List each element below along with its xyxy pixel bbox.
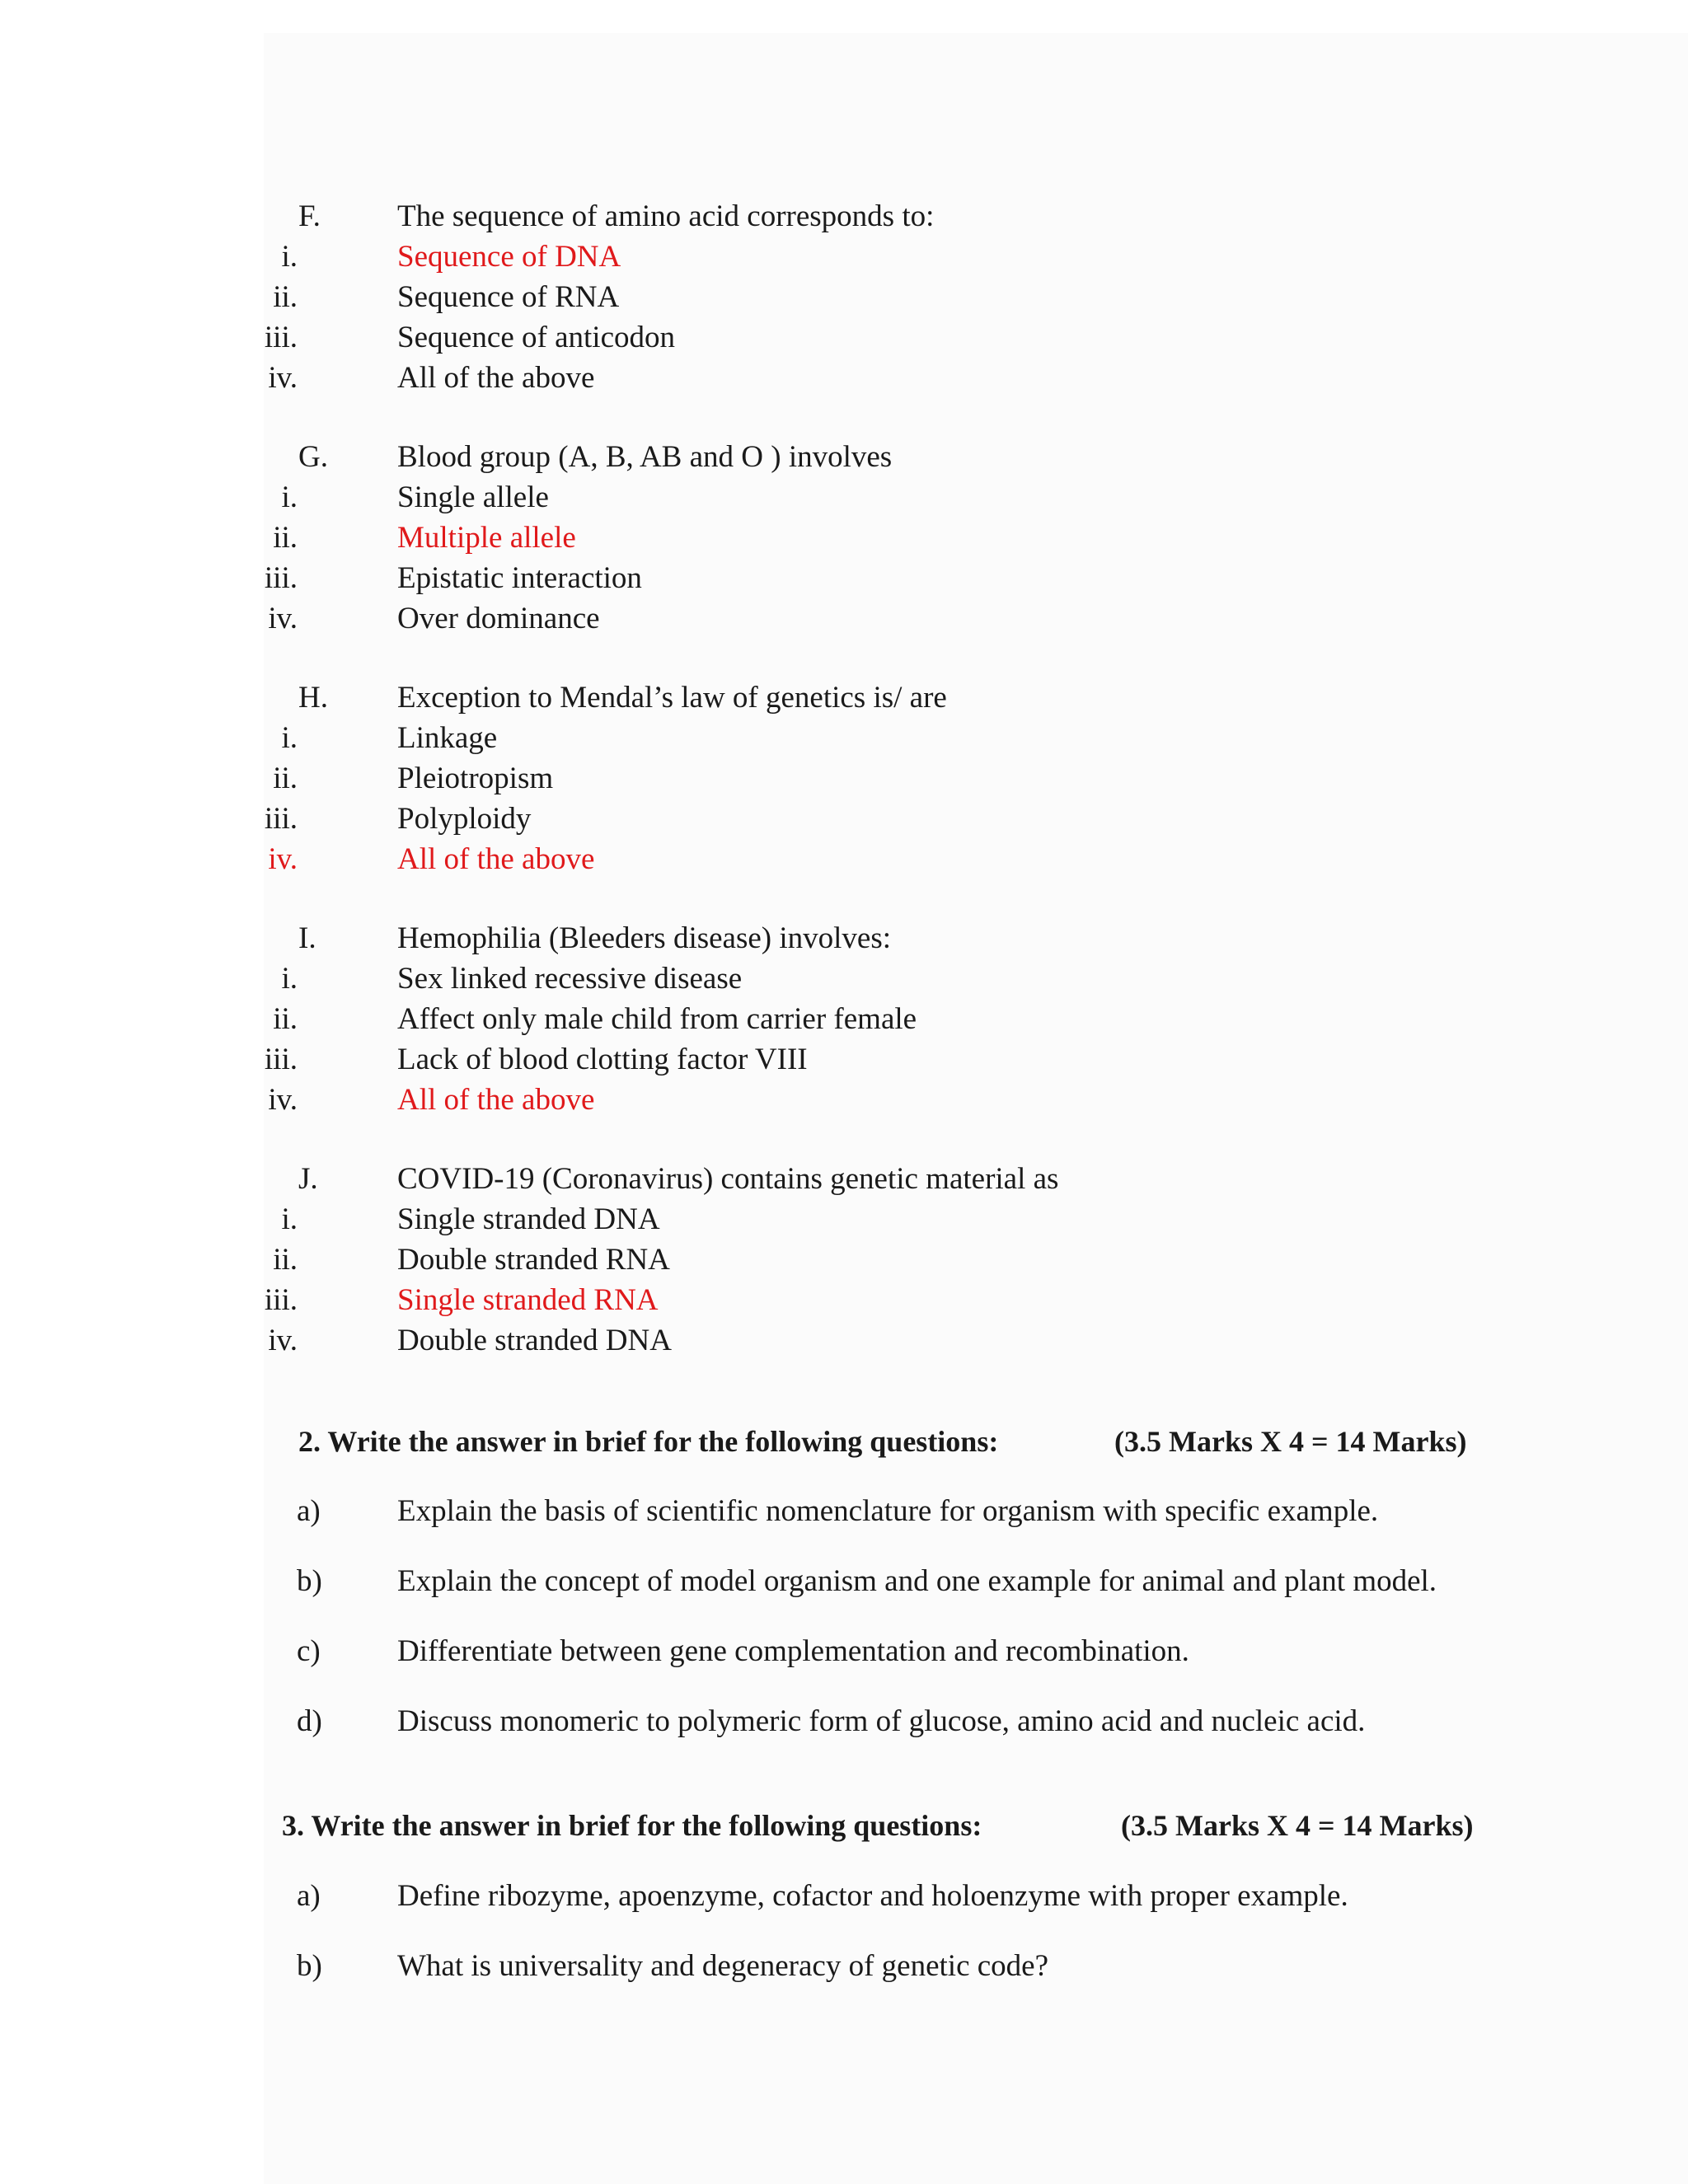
item-label: b) (297, 1564, 322, 1598)
question-f (0, 196, 1688, 398)
option-text-answer: All of the above (397, 1083, 595, 1117)
option-text: Single allele (397, 480, 549, 514)
question-stem (0, 1159, 1688, 1199)
option-number: iii. (264, 321, 298, 354)
option-number: i. (281, 1202, 298, 1236)
option-text-answer: Sequence of DNA (397, 240, 621, 274)
option-number: i. (281, 240, 298, 274)
option-number: iii. (264, 1043, 298, 1076)
option-row (0, 237, 1688, 277)
section-2-item-c (0, 1631, 1688, 1672)
option-text: Sequence of RNA (397, 280, 620, 314)
question-g (0, 437, 1688, 639)
option-number: iii. (264, 1283, 298, 1317)
question-text: The sequence of amino acid corresponds to: (397, 199, 935, 233)
item-label: a) (297, 1879, 321, 1913)
section-3-title: 3. Write the answer in brief for the following questions: (282, 1809, 982, 1842)
section-2-title: 2. Write the answer in brief for the following questions: (298, 1425, 999, 1458)
option-number-answer: iv. (268, 842, 298, 876)
question-letter: G. (298, 440, 328, 474)
option-number: i. (281, 480, 298, 514)
item-text: Define ribozyme, apoenzyme, cofactor and holoenzyme with proper example. (397, 1879, 1348, 1913)
option-row (0, 839, 1688, 879)
option-text: Epistatic interaction (397, 561, 642, 595)
item-text: What is universality and degeneracy of genetic code? (397, 1949, 1049, 1983)
question-text: COVID-19 (Coronavirus) contains genetic material as (397, 1162, 1059, 1196)
option-row (0, 958, 1688, 999)
option-number: ii. (273, 280, 298, 314)
option-row (0, 758, 1688, 799)
option-text-answer: Single stranded RNA (397, 1283, 659, 1317)
section-2-item-d (0, 1701, 1688, 1742)
question-stem (0, 918, 1688, 958)
item-label: b) (297, 1949, 322, 1983)
option-text: Single stranded DNA (397, 1202, 660, 1236)
option-text: Polyploidy (397, 802, 532, 836)
option-row (0, 1320, 1688, 1361)
question-i (0, 918, 1688, 1120)
section-2-marks: (3.5 Marks X 4 = 14 Marks) (1114, 1425, 1467, 1458)
option-text: Affect only male child from carrier female (397, 1002, 917, 1036)
option-row (0, 718, 1688, 758)
option-number: ii. (273, 762, 298, 795)
option-row (0, 317, 1688, 358)
question-h (0, 677, 1688, 879)
option-text: Double stranded DNA (397, 1324, 672, 1357)
question-text: Exception to Mendal’s law of genetics is/ are (397, 681, 947, 715)
section-2-item-a (0, 1491, 1688, 1532)
section-3-item-a (0, 1876, 1688, 1917)
option-number: iv. (268, 1083, 298, 1117)
item-text: Differentiate between gene complementation and recombination. (397, 1634, 1189, 1668)
question-stem (0, 196, 1688, 237)
section-2-item-b (0, 1561, 1688, 1602)
option-number: ii. (273, 1243, 298, 1277)
item-text: Discuss monomeric to polymeric form of glucose, amino acid and nucleic acid. (397, 1704, 1366, 1738)
option-text: All of the above (397, 361, 595, 395)
option-text: Linkage (397, 721, 498, 755)
option-text-answer: All of the above (397, 842, 595, 876)
option-row (0, 999, 1688, 1039)
option-row (0, 1199, 1688, 1240)
option-number: ii. (273, 1002, 298, 1036)
item-text: Explain the concept of model organism and one example for animal and plant model. (397, 1564, 1437, 1598)
question-letter: F. (298, 199, 321, 233)
item-label: a) (297, 1494, 321, 1528)
option-text: Sex linked recessive disease (397, 962, 743, 996)
option-number: ii. (273, 521, 298, 555)
question-j (0, 1159, 1688, 1361)
option-row (0, 358, 1688, 398)
question-letter: J. (298, 1162, 318, 1196)
option-text: Double stranded RNA (397, 1243, 670, 1277)
section-3-marks: (3.5 Marks X 4 = 14 Marks) (1121, 1809, 1474, 1842)
question-letter: H. (298, 681, 328, 715)
option-row (0, 1280, 1688, 1320)
question-text: Blood group (A, B, AB and O ) involves (397, 440, 893, 474)
option-text: Pleiotropism (397, 762, 554, 795)
item-label: c) (297, 1634, 321, 1668)
question-text: Hemophilia (Bleeders disease) involves: (397, 921, 892, 955)
option-row (0, 1080, 1688, 1120)
option-row (0, 477, 1688, 518)
item-text: Explain the basis of scientific nomenclature for organism with specific example. (397, 1494, 1379, 1528)
option-number: i. (281, 962, 298, 996)
option-row (0, 799, 1688, 839)
option-number: iv. (268, 361, 298, 395)
option-row (0, 277, 1688, 317)
option-number: iii. (264, 561, 298, 595)
option-text: Lack of blood clotting factor VIII (397, 1043, 808, 1076)
option-row (0, 598, 1688, 639)
option-number: i. (281, 721, 298, 755)
option-text: Sequence of anticodon (397, 321, 675, 354)
option-row (0, 518, 1688, 558)
question-letter: I. (298, 921, 316, 955)
option-row (0, 558, 1688, 598)
option-number: iii. (264, 802, 298, 836)
option-row (0, 1240, 1688, 1280)
option-number: iv. (268, 1324, 298, 1357)
option-text-answer: Multiple allele (397, 521, 576, 555)
question-stem (0, 437, 1688, 477)
section-3-item-b (0, 1946, 1688, 1987)
option-text: Over dominance (397, 602, 600, 635)
option-number: iv. (268, 602, 298, 635)
item-label: d) (297, 1704, 322, 1738)
option-row (0, 1039, 1688, 1080)
question-stem (0, 677, 1688, 718)
